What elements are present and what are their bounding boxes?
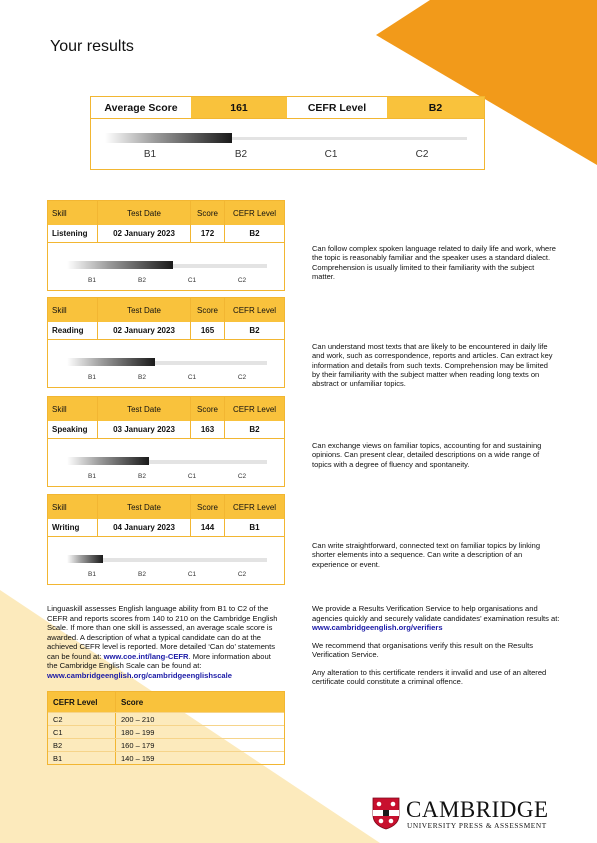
legend-row: [48, 712, 284, 725]
header-skill: Skill: [48, 397, 98, 421]
scale-label-c2: C2: [415, 149, 429, 160]
cefr-link[interactable]: www.coe.int/lang-CEFR: [103, 651, 189, 661]
scale-label-b2: B2: [138, 374, 146, 381]
legend-score-range: 180 – 199: [121, 727, 155, 737]
scale-label-b1: B1: [88, 473, 96, 480]
legend-row: [48, 751, 284, 764]
scale-label-b2: B2: [138, 277, 146, 284]
legend-header: [48, 692, 284, 712]
header-cefr-level: CEFR Level: [232, 208, 277, 218]
cambridge-shield-icon: [372, 797, 400, 830]
header-score: Score: [191, 298, 225, 322]
logo-wordmark: CAMBRIDGE: [406, 797, 549, 822]
skill-description-speaking: Can exchange views on familiar topics, accounting for and sustaining opinions. Can present clear, detailed descriptions on a wide range of topics with a degree of fluency and spontaneity.: [312, 441, 542, 469]
skill-test-date: 02 January 2023: [98, 225, 191, 242]
page-title: Your results: [50, 38, 134, 55]
skill-score: 163: [191, 421, 225, 438]
skill-name: Writing: [48, 519, 98, 536]
skill-score: 144: [191, 519, 225, 536]
legend-level: B2: [48, 739, 116, 751]
cambridge-logo: [372, 797, 552, 831]
legend-header-score: Score: [121, 697, 144, 707]
scale-label-c2: C2: [237, 571, 247, 578]
legend-score-range: 140 – 159: [121, 753, 155, 763]
legend-level: C1: [48, 726, 116, 738]
scale-label-b2: B2: [234, 149, 248, 160]
skill-block-speaking: [47, 396, 285, 487]
scale-label-c2: C2: [237, 473, 247, 480]
skill-table-header: [48, 201, 284, 225]
header-score: Score: [191, 201, 225, 225]
scale-label-c1: C1: [324, 149, 338, 160]
average-score-bar: [105, 133, 232, 143]
header-skill: Skill: [48, 495, 98, 519]
info-right: [312, 604, 562, 687]
cefr-level-value: B2: [387, 97, 484, 118]
skill-test-date: 02 January 2023: [98, 322, 191, 339]
skill-table-row: [48, 519, 284, 537]
skill-cefr-level: B2: [249, 425, 260, 434]
legend-row: [48, 725, 284, 738]
skill-score-bar: [67, 358, 155, 366]
header-skill: Skill: [48, 201, 98, 225]
skill-name: Listening: [48, 225, 98, 242]
cefr-level-label: CEFR Level: [307, 101, 367, 114]
scale-label-b2: B2: [138, 473, 146, 480]
legend-row: [48, 738, 284, 751]
info-left-text-2: . More information about the Cambridge English Scale can be found at:: [47, 651, 271, 670]
skill-test-date: 03 January 2023: [98, 421, 191, 438]
skill-description-writing: Can write straightforward, connected text on familiar topics by linking shorter elements into a sequence. Can write a description of an experience or event.: [312, 541, 541, 569]
skill-score: 165: [191, 322, 225, 339]
skill-score-bar: [67, 555, 103, 563]
skill-name: Speaking: [48, 421, 98, 438]
legend-header-level: CEFR Level: [48, 692, 116, 712]
header-test-date: Test Date: [98, 495, 191, 519]
legend-score-range: 160 – 179: [121, 740, 155, 750]
skill-name: Reading: [48, 322, 98, 339]
skill-table-row: [48, 225, 284, 243]
header-score: Score: [191, 397, 225, 421]
scale-label-b1: B1: [143, 149, 157, 160]
skill-score-bar: [67, 457, 149, 465]
average-score-row: [91, 97, 484, 119]
scale-label-c1: C1: [187, 473, 197, 480]
average-score-value: 161: [191, 97, 287, 118]
skill-block-writing: [47, 494, 285, 585]
verifiers-link[interactable]: www.cambridgeenglish.org/verifiers: [312, 623, 443, 632]
average-score-label: Average Score: [104, 101, 178, 114]
skill-score: 172: [191, 225, 225, 242]
skill-block-listening: [47, 200, 285, 291]
skill-block-reading: [47, 297, 285, 388]
skill-table-row: [48, 322, 284, 340]
header-cefr-level: CEFR Level: [232, 305, 277, 315]
skill-table-header: [48, 495, 284, 519]
legend-level: B1: [48, 752, 116, 764]
alteration-warning: Any alteration to this certificate renders it invalid and use of an altered certificate could constitute a criminal offence.: [312, 667, 547, 686]
header-test-date: Test Date: [98, 397, 191, 421]
scale-label-b1: B1: [88, 277, 96, 284]
header-score: Score: [191, 495, 225, 519]
legend-level: C2: [48, 713, 116, 725]
average-score-panel: [90, 96, 485, 170]
skill-cefr-level: B1: [249, 523, 260, 532]
skill-table-row: [48, 421, 284, 439]
scale-label-c1: C1: [187, 571, 197, 578]
skill-test-date: 04 January 2023: [98, 519, 191, 536]
header-skill: Skill: [48, 298, 98, 322]
skill-table-header: [48, 298, 284, 322]
skill-cefr-level: B2: [249, 326, 260, 335]
logo-subtitle: UNIVERSITY PRESS & ASSESSMENT: [407, 821, 547, 830]
scale-label-c1: C1: [187, 374, 197, 381]
cambridge-scale-link[interactable]: www.cambridgeenglish.org/cambridgeenglishscale: [47, 670, 232, 680]
skill-description-reading: Can understand most texts that are likely to be encountered in daily life and work, such as correspondence, reports and articles. Can extract key information and details from such texts. Comprehension may be limited by their familiarity with the subject matter when reading long texts on abstract or unfamiliar topics.: [312, 342, 553, 389]
legend-score-range: 200 – 210: [121, 714, 155, 724]
info-left-text-1: Linguaskill assesses English language ability from B1 to C2 of the CEFR and reports scores from 140 to 210 on the Cambridge English Scale. If more than one skill is assessed, an average scale score is awarded. A description of what a typical candidate can do at the achieved CEFR level is reported. More detailed ‘Can do’ statements can be found at:: [47, 604, 278, 661]
scale-label-c2: C2: [237, 374, 247, 381]
skill-score-bar: [67, 261, 173, 269]
header-test-date: Test Date: [98, 201, 191, 225]
skill-cefr-level: B2: [249, 229, 260, 238]
verification-recommendation: We recommend that organisations verify this result on the Results Verification Service.: [312, 640, 534, 659]
scale-label-b2: B2: [138, 571, 146, 578]
skill-table-header: [48, 397, 284, 421]
header-cefr-level: CEFR Level: [232, 404, 277, 414]
skill-description-listening: Can follow complex spoken language related to daily life and work, where the topic is reasonably familiar and the speaker uses a standard dialect. Comprehension is usually limited to their familiarity with the subject matter.: [312, 244, 556, 281]
scale-label-b1: B1: [88, 571, 96, 578]
scale-label-c2: C2: [237, 277, 247, 284]
header-test-date: Test Date: [98, 298, 191, 322]
scale-label-c1: C1: [187, 277, 197, 284]
verification-text: We provide a Results Verification Service to help organisations and agencies quickly and securely validate candidates’ examination results at:: [312, 604, 560, 623]
header-cefr-level: CEFR Level: [232, 502, 277, 512]
cefr-score-legend: [47, 691, 285, 765]
info-left: [47, 604, 279, 680]
scale-label-b1: B1: [88, 374, 96, 381]
